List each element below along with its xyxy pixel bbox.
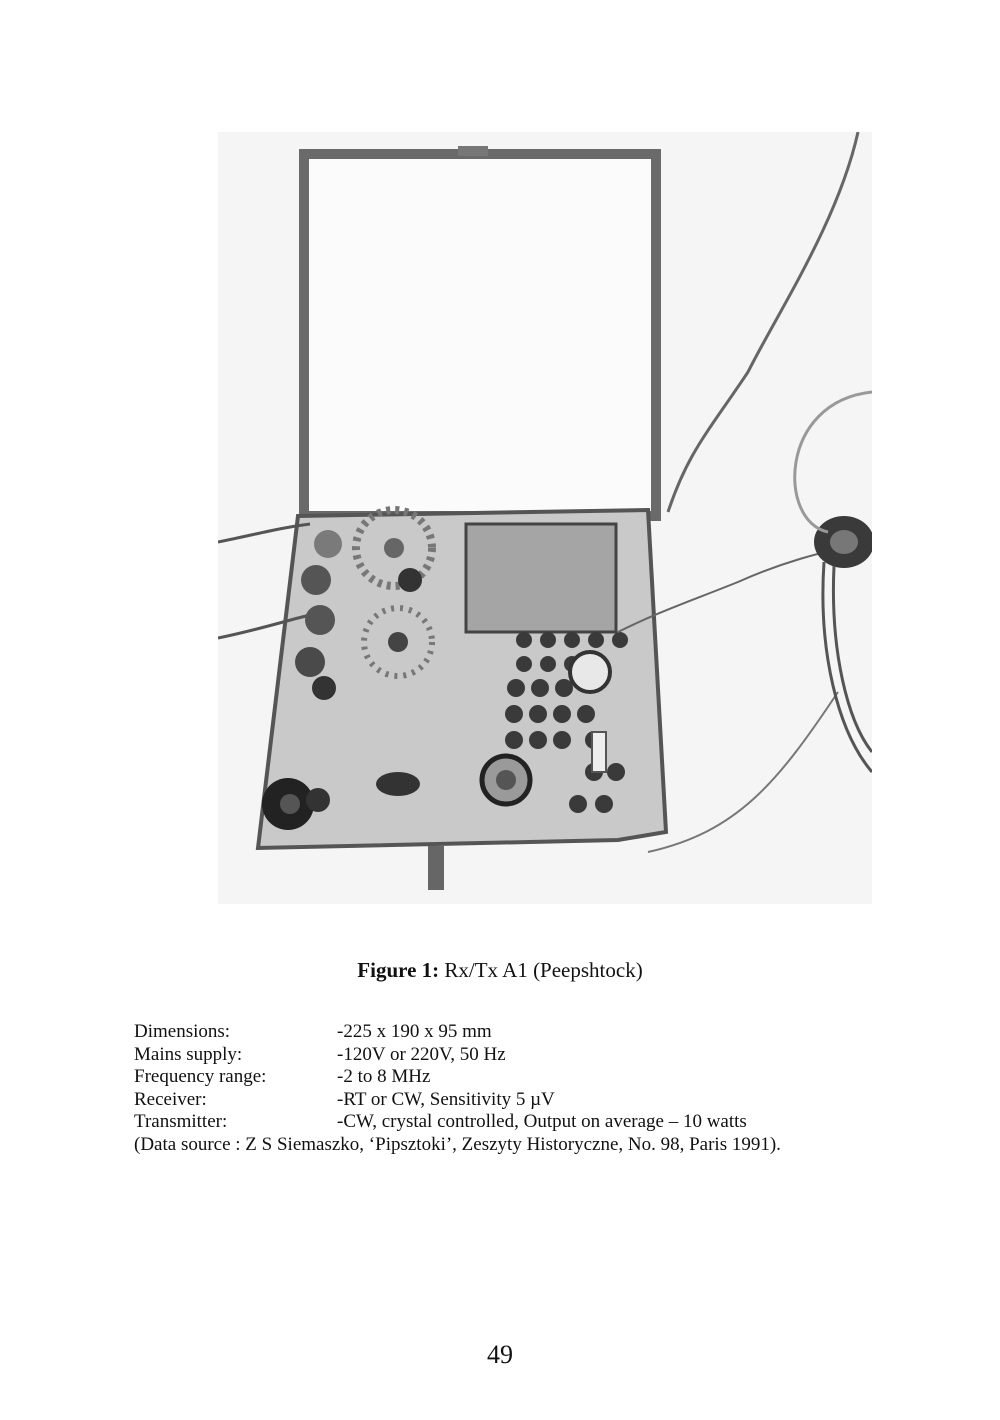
spec-value: -CW, crystal controlled, Output on average – 10 watts: [337, 1111, 747, 1132]
figure-title: Rx/Tx A1 (Peepshtock): [444, 958, 643, 982]
spec-row: [134, 1066, 894, 1089]
spec-label: Receiver:: [134, 1088, 207, 1110]
data-source: (Data source : Z S Siemaszko, ‘Pipsztoki’, Zeszyty Historyczne, No. 98, Paris 1991).: [134, 1133, 781, 1155]
spec-value: -RT or CW, Sensitivity 5 µV: [337, 1088, 555, 1110]
figure-caption: [0, 958, 1000, 983]
specifications: [134, 1021, 894, 1156]
page-number: 49: [487, 1340, 513, 1369]
figure-label: Figure 1:: [357, 958, 440, 982]
spec-label: Mains supply:: [134, 1043, 243, 1065]
spec-label: Transmitter:: [134, 1111, 228, 1132]
spec-row: [134, 1089, 894, 1112]
spec-value: -225 x 190 x 95 mm: [337, 1021, 492, 1042]
spec-row: [134, 1044, 894, 1067]
spec-value: -120V or 220V, 50 Hz: [337, 1043, 506, 1065]
radio-set-photo: [218, 132, 872, 904]
spec-row: [134, 1021, 894, 1044]
spec-label: Frequency range:: [134, 1066, 267, 1087]
spec-row: [134, 1111, 894, 1134]
spec-value: -2 to 8 MHz: [337, 1066, 431, 1087]
spec-label: Dimensions:: [134, 1021, 231, 1042]
